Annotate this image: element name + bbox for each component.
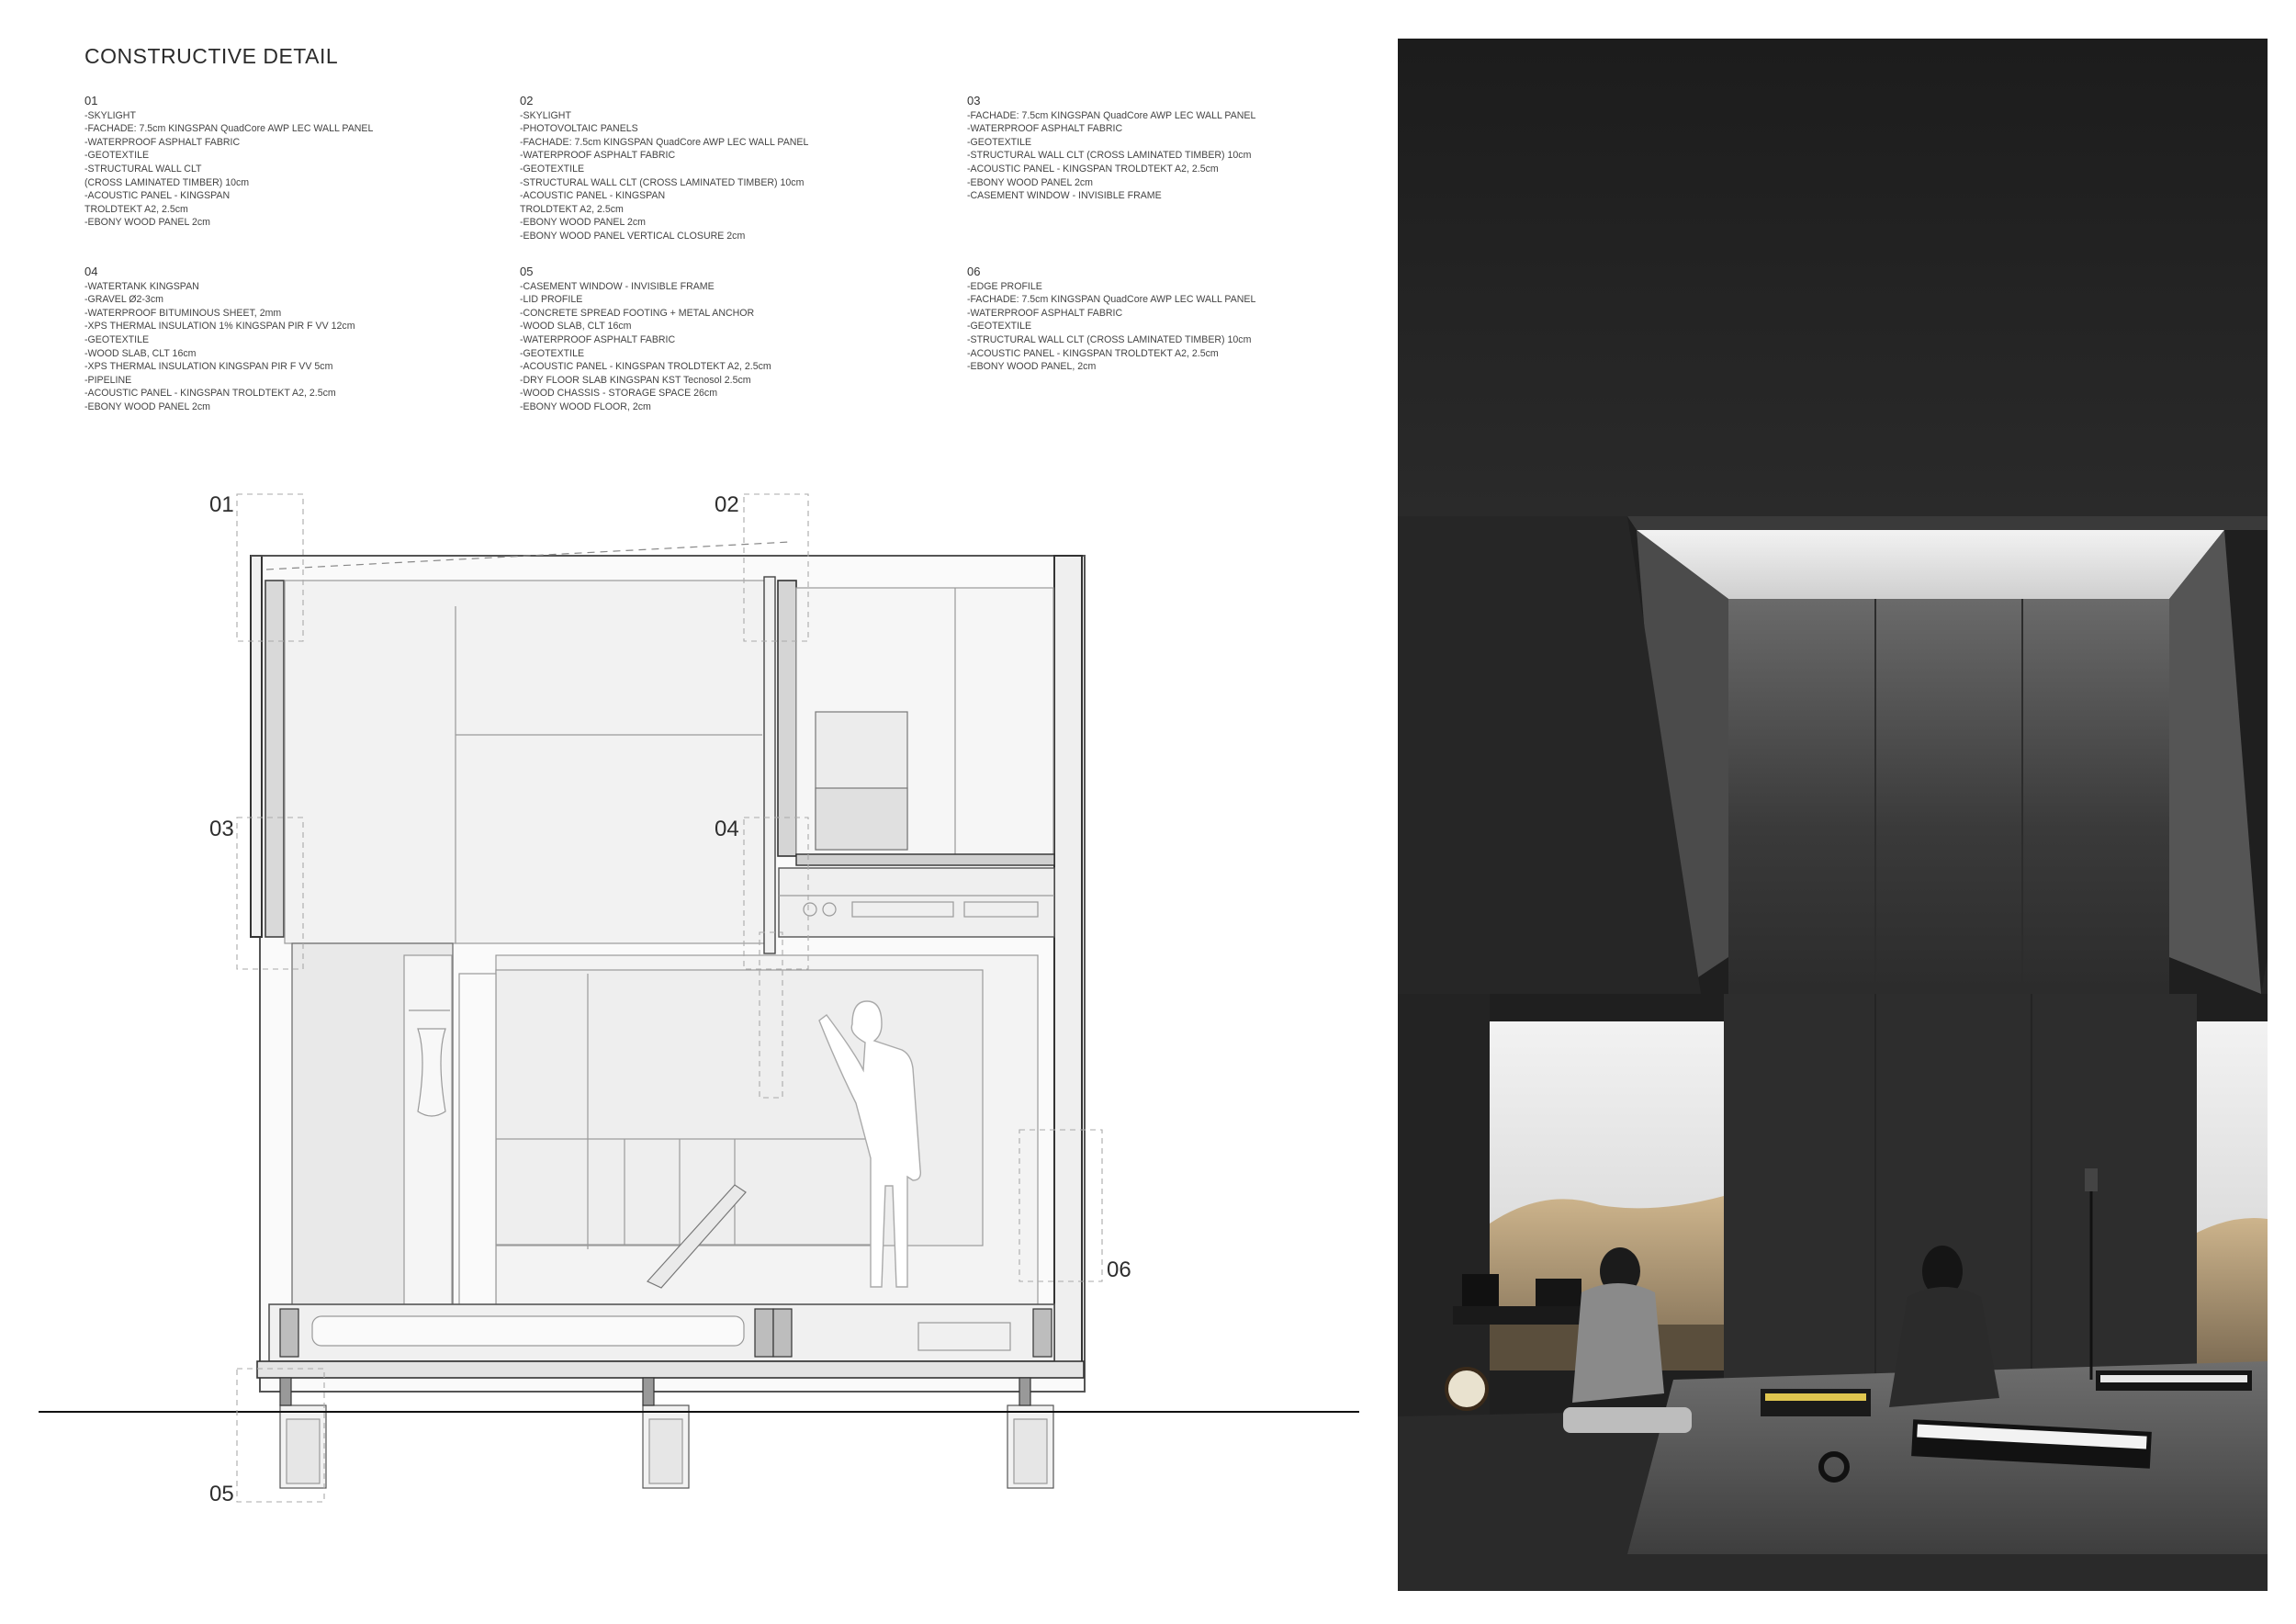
spec-line: -CONCRETE SPREAD FOOTING + METAL ANCHOR	[520, 307, 755, 319]
spec-line: -EBONY WOOD PANEL 2cm	[84, 217, 210, 229]
spec-line: -ACOUSTIC PANEL - KINGSPAN	[84, 190, 231, 202]
interior-render	[1398, 39, 2268, 1591]
spec-line: -EDGE PROFILE	[967, 280, 1042, 292]
spec-line: -GEOTEXTILE	[967, 136, 1032, 148]
spec-line: -STRUCTURAL WALL CLT (CROSS LAMINATED TIMBER) 10cm	[967, 333, 1252, 345]
spec-line: -WATERPROOF ASPHALT FABRIC	[520, 150, 676, 162]
page-title: CONSTRUCTIVE DETAIL	[84, 44, 339, 68]
spec-line: -SKYLIGHT	[520, 109, 571, 121]
spec-line: -STRUCTURAL WALL CLT	[84, 163, 202, 175]
spec-line: -EBONY WOOD PANEL 2cm	[84, 400, 210, 412]
spec-line: -ACOUSTIC PANEL - KINGSPAN	[520, 190, 666, 202]
spec-line: -GEOTEXTILE	[520, 347, 585, 359]
spec-line: -GEOTEXTILE	[84, 333, 150, 345]
spec-line: -WOOD SLAB, CLT 16cm	[520, 321, 632, 333]
spec-line: -XPS THERMAL INSULATION KINGSPAN PIR F VV 5cm	[84, 361, 333, 373]
spec-line: -EBONY WOOD PANEL VERTICAL CLOSURE 2cm	[520, 230, 746, 242]
spec-line: -WATERPROOF BITUMINOUS SHEET, 2mm	[84, 307, 282, 319]
spec-line: -FACHADE: 7.5cm KINGSPAN QuadCore AWP LEC WALL PANEL	[84, 123, 374, 135]
spec-line: -WATERPROOF ASPHALT FABRIC	[84, 136, 241, 148]
spec-line: -WATERPROOF ASPHALT FABRIC	[967, 307, 1123, 319]
spec-line: -GEOTEXTILE	[520, 163, 585, 175]
spec-line: -FACHADE: 7.5cm KINGSPAN QuadCore AWP LEC WALL PANEL	[967, 109, 1256, 121]
spec-line: -EBONY WOOD PANEL 2cm	[967, 176, 1093, 188]
spec-number: 03	[967, 94, 981, 107]
spec-line: -LID PROFILE	[520, 294, 583, 306]
spec-line: -CASEMENT WINDOW - INVISIBLE FRAME	[967, 190, 1162, 202]
spec-line: -EBONY WOOD PANEL, 2cm	[967, 361, 1097, 373]
spec-number: 05	[520, 265, 534, 278]
spec-line: (CROSS LAMINATED TIMBER) 10cm	[84, 176, 250, 188]
spec-number: 04	[84, 265, 98, 278]
spec-line: -PIPELINE	[84, 374, 132, 386]
spec-line: -ACOUSTIC PANEL - KINGSPAN TROLDTEKT A2, 2.5cm	[520, 361, 771, 373]
spec-line: -EBONY WOOD FLOOR, 2cm	[520, 400, 651, 412]
callout-01: 01	[209, 492, 234, 517]
spec-line: -CASEMENT WINDOW - INVISIBLE FRAME	[520, 280, 715, 292]
callout-03: 03	[209, 817, 234, 841]
spec-number: 01	[84, 94, 98, 107]
spec-line: -GRAVEL Ø2-3cm	[84, 294, 163, 306]
callout-06: 06	[1107, 1257, 1131, 1282]
spec-line: -DRY FLOOR SLAB KINGSPAN KST Tecnosol 2.5cm	[520, 374, 751, 386]
spec-number: 06	[967, 265, 981, 278]
spec-line: -FACHADE: 7.5cm KINGSPAN QuadCore AWP LEC WALL PANEL	[967, 294, 1256, 306]
spec-line: -WATERPROOF ASPHALT FABRIC	[967, 123, 1123, 135]
spec-line: TROLDTEKT A2, 2.5cm	[84, 203, 188, 215]
callout-05: 05	[209, 1482, 234, 1506]
callout-04: 04	[715, 817, 739, 841]
spec-line: -ACOUSTIC PANEL - KINGSPAN TROLDTEKT A2, 2.5cm	[967, 163, 1219, 175]
spec-line: -WATERPROOF ASPHALT FABRIC	[520, 333, 676, 345]
spec-line: -XPS THERMAL INSULATION 1% KINGSPAN PIR F VV 12cm	[84, 321, 355, 333]
spec-line: -GEOTEXTILE	[967, 321, 1032, 333]
spec-line: -GEOTEXTILE	[84, 150, 150, 162]
spec-line: -WOOD CHASSIS - STORAGE SPACE 26cm	[520, 388, 718, 400]
spec-line: -STRUCTURAL WALL CLT (CROSS LAMINATED TIMBER) 10cm	[967, 150, 1252, 162]
spec-line: -ACOUSTIC PANEL - KINGSPAN TROLDTEKT A2, 2.5cm	[84, 388, 336, 400]
callout-02: 02	[715, 492, 739, 517]
spec-line: -FACHADE: 7.5cm KINGSPAN QuadCore AWP LEC WALL PANEL	[520, 136, 809, 148]
spec-line: -STRUCTURAL WALL CLT (CROSS LAMINATED TIMBER) 10cm	[520, 176, 805, 188]
spec-line: TROLDTEKT A2, 2.5cm	[520, 203, 624, 215]
spec-number: 02	[520, 94, 534, 107]
spec-line: -EBONY WOOD PANEL 2cm	[520, 217, 646, 229]
spec-line: -ACOUSTIC PANEL - KINGSPAN TROLDTEKT A2, 2.5cm	[967, 347, 1219, 359]
spec-line: -WATERTANK KINGSPAN	[84, 280, 199, 292]
spec-line: -SKYLIGHT	[84, 109, 136, 121]
spec-line: -PHOTOVOLTAIC PANELS	[520, 123, 638, 135]
spec-line: -WOOD SLAB, CLT 16cm	[84, 347, 197, 359]
